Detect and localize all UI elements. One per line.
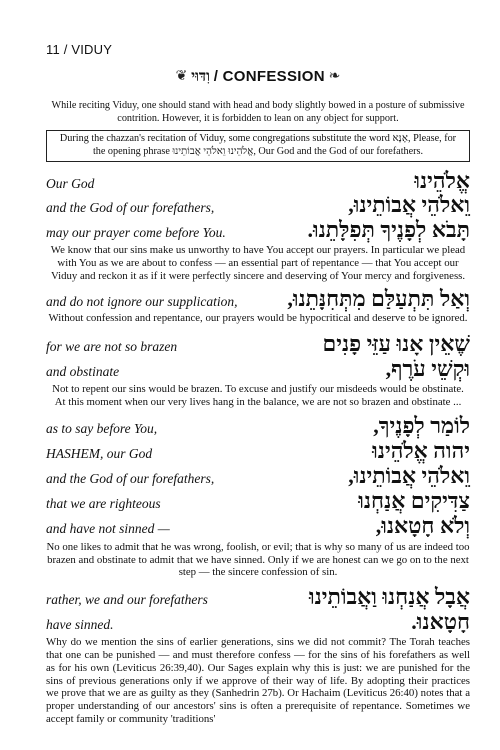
english-text: and the God of our forefathers, [46, 470, 215, 486]
prayer-page [46, 42, 470, 726]
hebrew-text: וְלֹא חָטָאנוּ, [375, 512, 470, 538]
left-ornament-icon: ❦ [175, 69, 188, 84]
english-text: rather, we and our forefathers [46, 592, 208, 608]
hebrew-text: וֵאלֹהֵי אֲבוֹתֵינוּ, [348, 462, 470, 488]
title-hebrew: וִדּוּי [191, 69, 210, 85]
hebrew-text: צַדִּיקִים אֲנַחְנוּ [358, 487, 470, 513]
prayer-line [46, 286, 470, 312]
prayer-line [46, 513, 470, 539]
right-ornament-icon: ❧ [328, 69, 341, 84]
hebrew-text: אֱלֹהֵינוּ [414, 168, 470, 193]
section-title [46, 68, 470, 90]
english-text: that we are righteous [46, 495, 161, 511]
english-text: have sinned. [46, 617, 114, 633]
prayer-line [46, 584, 470, 609]
hebrew-text: וּקְשֵׁי עֹרֶף, [385, 356, 470, 382]
english-text: and the God of our forefathers, [46, 200, 215, 215]
english-text: as to say before You, [46, 420, 158, 436]
prayer-line [46, 356, 470, 381]
hebrew-text: אֲבָל אֲנַחְנוּ וַאֲבוֹתֵינוּ [308, 584, 470, 610]
english-text: for we are not so brazen [46, 339, 178, 355]
hebrew-text: יהוה אֱלֹהֵינוּ [372, 437, 470, 463]
prayer-line [46, 168, 470, 192]
prayer-line [46, 413, 470, 438]
hebrew-text: לוֹמַר לְפָנֶיךָ, [373, 412, 470, 438]
page-header: 11 / VIDUY [46, 42, 113, 57]
prayer-line [46, 217, 470, 242]
prayer-line [46, 488, 470, 513]
commentary-note: No one likes to admit that he was wrong, foolish, or evil; that is why so many of us are indeed too brazen and obstinate to admit that we have sinned. Only if we are honest can we go on to the next step — the sincere confession of sin. [46, 540, 470, 579]
commentary-note: We know that our sins make us unworthy to have You accept our prayers. In particular we plead with You as we are about to confess — an essential part of repentance — that You accept our Viduy and reckon it as if it were perfectly sincere and deserving of Your mercy and forgiveness. [50, 244, 466, 282]
hebrew-text: חָטָאנוּ. [411, 609, 470, 635]
hebrew-text: וֵאלֹהֵי אֲבוֹתֵינוּ, [348, 192, 470, 217]
english-text: HASHEM, our God [46, 445, 153, 461]
prayer-line [46, 609, 470, 634]
prayer-line [46, 331, 470, 356]
title-english: / CONFESSION [213, 68, 325, 85]
english-text: may our prayer come before You. [46, 225, 226, 240]
prayer-line [46, 463, 470, 488]
chazzan-note-box: During the chazzan's recitation of Viduy, some congregations substitute the word אָנָּא, Please, for the opening phrase אֱלֹהֵינוּ וֵאלֹהֵי אֲבוֹתֵינוּ, Our God and the God of our forefathers. [46, 130, 470, 162]
instructions: While reciting Viduy, one should stand with head and body slightly bowed in a posture of submissive contrition. However, it is forbidden to lean on any object for support. [51, 100, 465, 124]
commentary-note: Why do we mention the sins of earlier generations, sins we did not commit? The Torah teaches that one can be punished — and must therefore confess — for the sins of his forefathers as well as for his own (Leviticus 26:39,40). Our Sages explain why this is just: we are punished for the sins of previous generations only if we approve of their way of life. By adopting their practices we prove that we are as guilty as they (Sanhedrin 27b). Or Hachaim (Leviticus 26:40) notes that a proper understanding of our ancestors' sins is often a prerequisite of repentance. Sometimes we accept family or community 'traditions' [46, 636, 470, 725]
prayer-line [46, 192, 470, 217]
commentary-note: Without confession and repentance, our prayers would be hypocritical and deserve to be ignored. [48, 312, 468, 325]
prayer-line [46, 438, 470, 463]
english-text: and obstinate [46, 364, 120, 380]
hebrew-text: וְאַל תִּתְעַלַּם מִתְּחִנָּתֵנוּ, [287, 286, 470, 312]
english-text: and do not ignore our supplication, [46, 294, 238, 310]
english-text: Our God [46, 176, 95, 191]
hebrew-text: שֶׁאֵין אָנוּ עַזֵּי פָנִים [322, 331, 470, 357]
commentary-note: Not to repent our sins would be brazen. To excuse and justify our misdeeds would be obstinate. At this moment when our very lives hang in the balance, we are not so brazen and obstinate ... [52, 383, 464, 408]
hebrew-text: תָּבֹא לְפָנֶיךָ תְּפִלָּתֵנוּ. [307, 217, 470, 242]
english-text: and have not sinned — [46, 520, 170, 536]
